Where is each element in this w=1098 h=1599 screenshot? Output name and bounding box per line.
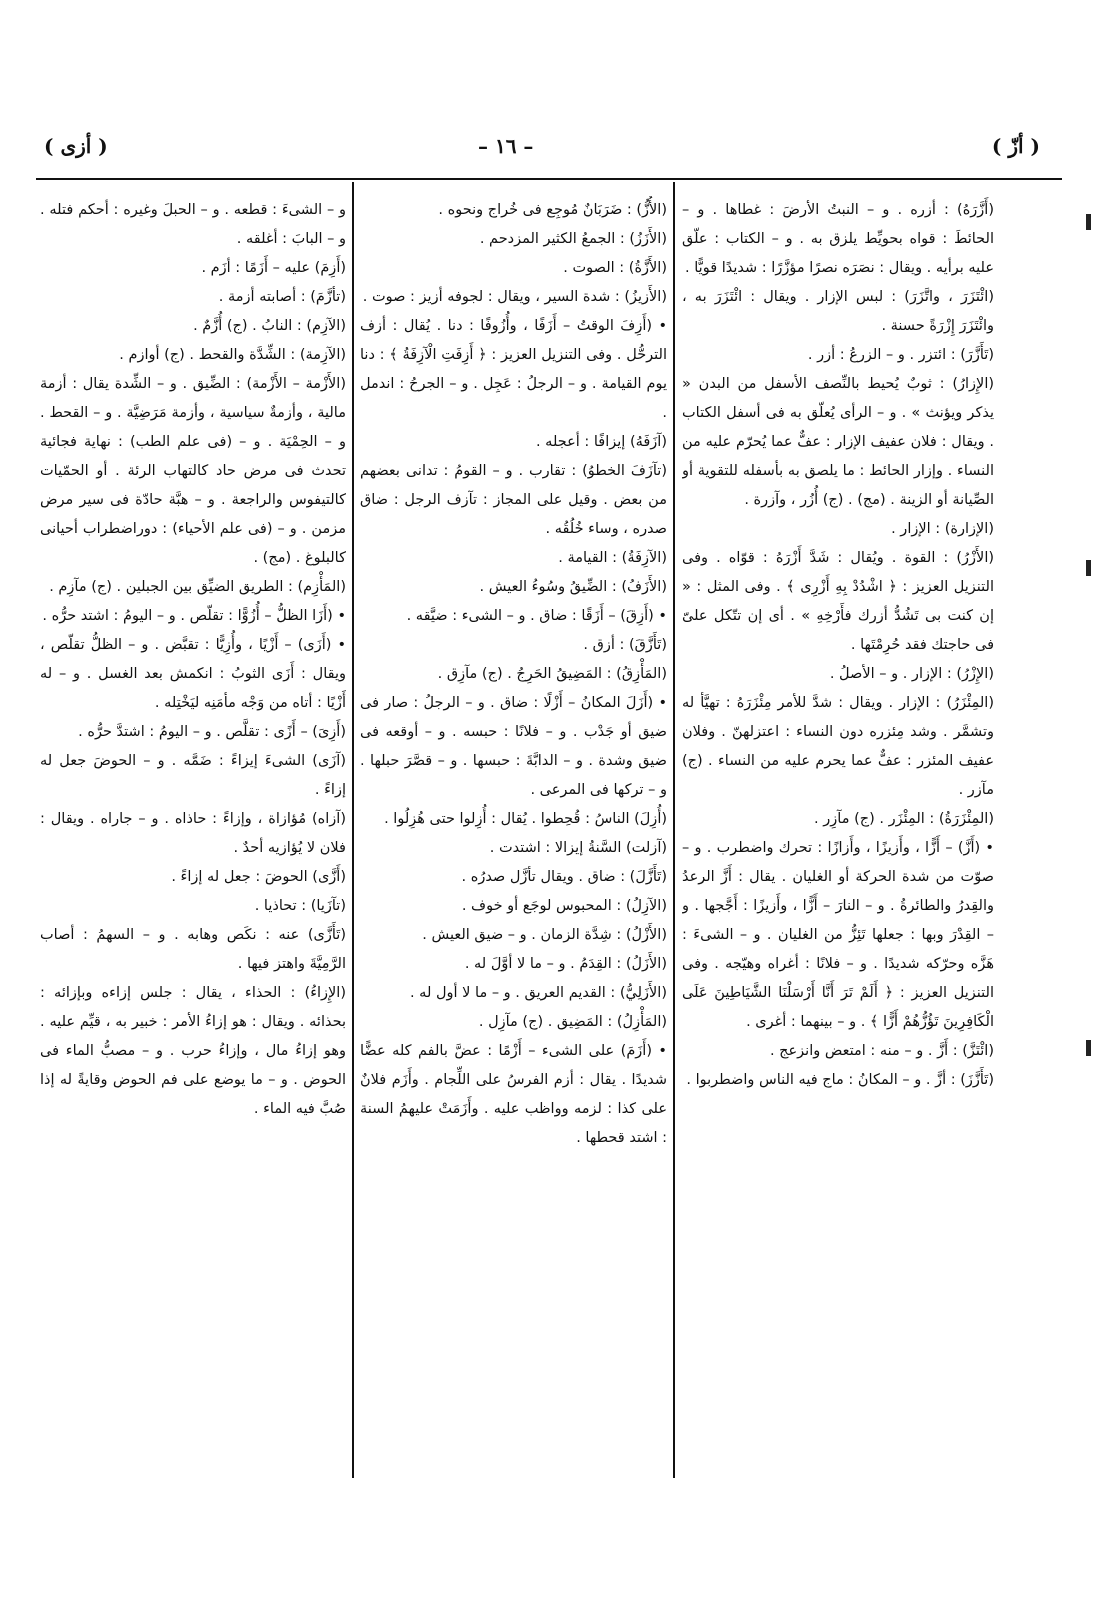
dictionary-entry: (المِئْزَرُ) : الإزار . ويقال : شدَّ للأمر مِئْزَرَهُ : تهيَّأ له وتشمَّر . وشد مِئزره دون النساء : اعتزلهنّ . وفلان عفيف المئزر : عفٌّ عما يحرم عليه من النساء . (ج) مآزر . [682, 695, 994, 798]
dictionary-entry: (تَأَزَّزَ) : أزَّ . و – المكانُ : ماج فيه الناس واضطربوا . [686, 1072, 994, 1088]
dictionary-entry: (الأَزَزُ) : الجمعُ الكثير المزدحم . [479, 231, 667, 247]
dictionary-entry: • (أَزَلَ المكانُ – أَزْلًا : ضاق . و – الرجلُ : صار فى ضيق أو جَدْب . و – فلانًا : حبسه . و – أوقعه فى ضيق وشدة . و – الدابَّةَ : حبسها . و – قصَّرَ حبلها . و – تركها فى المرعى . [360, 695, 667, 798]
edge-mark [1086, 560, 1091, 576]
dictionary-entry: (تآزَفَ الخطوُ) : تقارب . و – القومُ : تدانى بعضهم من بعض . وقيل على المجاز : تآزف الرجل : ضاق صدره ، وساء خُلُقُه . [360, 463, 667, 537]
dictionary-entry: (الإِزارُ) : ثوبٌ يُحيط بالنِّصف الأسفل من البدن « يذكر ويؤنث » . و – الرأى يُعلّق به فى أسفل الكتاب . ويقال : فلان عفيف الإزار : عفٌّ عما يُحرّم عليه من النساء . وإزار الحائط : ما يلصق به بأسفله للتقوية أو الصِّيانة أو الزينة . (مج) . (ج) أُزُر ، وآزرة . [682, 376, 994, 508]
dictionary-entry: • (أَزَّ) – أَزًّا ، وأَزيزًا ، وأَزازًا : تحرك واضطرب . و – صوّت من شدة الحركة أو الغليان . يقال : أَزَّ الرعدُ والقِدرُ والطائرةُ . و – النارَ – أَزًّا ، وأَزيزًا : أَجَّجها . و – القِدْرَ وبها : جعلها تَئِزُّ من الغليان . و – الشىءَ : هَزَّه وحرّكه شديدًا . و – فلانًا : أغراه وهيّجه . وفى التنزيل العزيز : ﴿ أَلَمْ تَرَ أَنَّا أَرْسَلْنَا الشَّيَاطِينَ عَلَى الْكَافِرِينَ تَؤُزُّهُمْ أَزًّا ﴾ . و – بينهما : أغرى . [682, 840, 994, 1030]
dictionary-entry: (الأَزْمة – الأَزْمة) : الضِّيق . و – الشِّدة يقال : أزمة مالية ، وأزمةٌ سياسية ، وأزمة مَرَضِيَّة . و – القحط . و – الحِمْيَة . و – (فى علم الطب) : نهاية فجائية تحدث فى مرض حاد كالتهاب الرئة . أو الحمّيات كالتيفوس والراجعة . و – هبَّة حادّة فى سير مرض مزمن . و – (فى علم الأحياء) : دوراضطراب أحيانى كالبلوغ . (مج) . [40, 376, 346, 566]
page-number: – ١٦ – [478, 134, 534, 158]
dictionary-entry: (الأَزَّةُ) : الصوت . [563, 260, 667, 276]
dictionary-entry: (ائْتَزَرَ ، واتَّزَرَ) : لبس الإزار . ويقال : ائْتَزَرَ به ، وائْتَزَرَ إِزْرَةً حسنة . [682, 289, 994, 334]
dictionary-entry: (الأُزُّ) : ضَرَبَانٌ مُوجِع فى خُراج ونحوه . [438, 202, 667, 218]
dictionary-entry: (الأَزيزُ) : شدة السير ، ويقال : لجوفه أزيز : صوت . [362, 289, 667, 305]
dictionary-entry: (المِئْزَرَةُ) : المِئْزَر . (ج) مآزِر . [814, 811, 994, 827]
dictionary-entry: • (أَزَمَ) على الشىء – أَزْمًا : عضَّ بالفم كله عضًّا شديدًا . يقال : أزم الفرسُ على اللِّجام . وأَزَم فلانٌ على كذا : لزمه وواظب عليه . وأَزَمَتْ عليهمُ السنة : اشتد قحطها . [360, 1043, 667, 1146]
dictionary-entry: (آزَى) الشىءَ إيزاءً : ضَمَّه . و – الحوضَ جعل له إزاءً . [40, 753, 346, 798]
dictionary-entry: (الآزِفَةُ) : القيامة . [558, 550, 667, 566]
column-right [682, 196, 994, 1486]
dictionary-entry: (تَأَزَّرَ) : ائتزر . و – الزرعُ : أزر . [807, 347, 994, 363]
column-left [40, 196, 346, 1486]
dictionary-entry: (الأَزْلُ) : شِدَّة الزمان . و – ضيق العيش . [422, 927, 667, 943]
edge-mark [1086, 1040, 1091, 1056]
dictionary-entry: (الآزِلُ) : المحبوس لوجَع أو خوف . [461, 898, 667, 914]
dictionary-entry: و – الشىءَ : قطعه . و – الحبلَ وغيره : أحكم فتله . و – البابَ : أغلقه . [40, 202, 346, 247]
dictionary-entry: • (أَزَى) – أَزْيًا ، وأُزِيًّا : تقبَّض . و – الظلُّ تقلّص ، ويقال : أَزَى الثوبُ : انكمش بعد الغسل . و – له أَزْيًا : أتاه من وَجْه مأمَنِه ليَخْتِله . [40, 637, 346, 711]
header-rule [36, 178, 1062, 180]
dictionary-entry: (تَأَزَّقَ) : أزق . [583, 637, 667, 653]
dictionary-entry: (تأزَّمَ) : أصابته أزمة . [218, 289, 346, 305]
dictionary-entry: (تآزَيا) : تحاذيا . [254, 898, 346, 914]
edge-mark [1086, 214, 1091, 230]
dictionary-entry: (الإِزْرُ) : الإزار . و – الأصلُ . [829, 666, 994, 682]
header-left-keyword: ( أزى ) [44, 134, 108, 158]
dictionary-entry: (أَزَّى) الحوضَ : جعل له إزاءً . [171, 869, 346, 885]
dictionary-entry: (الآزِمة) : الشِّدَّة والقحط . (ج) أوازم . [119, 347, 346, 363]
dictionary-entry: (الآزِم) : النابُ . (ج) أُزَّمٌ . [193, 318, 346, 334]
dictionary-entry: (آزلت) السَّنةُ إيزالا : اشتدت . [489, 840, 667, 856]
dictionary-entry: (الأَزَلِيُّ) : القديم العريق . و – ما لا أول له . [409, 985, 667, 1001]
dictionary-entry: (المَأْزِم) : الطريق الضيِّق بين الجبلين . (ج) مآزِم . [49, 579, 346, 595]
dictionary-entry: (آزَفَهُ) إيزافًا : أعجله . [535, 434, 667, 450]
dictionary-entry: (أَزَّرَهُ) : أزره . و – النبتُ الأرضَ : غطاها . و – الحائطَ : قواه بحويِّط يلزق به . و – الكتاب : علّق عليه برأيه . ويقال : نصَرَه نصرًا مؤزَّرًا : شديدًا قويًّا . [682, 202, 994, 276]
dictionary-entry: (الإزارة) : الإزار . [891, 521, 994, 537]
dictionary-entry: (ائْتَزَّ) : أَزَّ . و – منه : امتعض وانزعج . [769, 1043, 994, 1059]
column-divider-right [673, 182, 675, 1478]
dictionary-entry: • (أَزِقَ) – أَزَقًا : ضاق . و – الشىء : ضيَّقه . [406, 608, 667, 624]
dictionary-entry: (الأَزَلُ) : القِدَمُ . و – ما لا أوَّلَ له . [464, 956, 667, 972]
dictionary-entry: • (أَزِفَ الوقتُ – أَزَفًا ، وأُزُوفًا : دنا . يُقال : أزف الترحُّل . وفى التنزيل العزيز : ﴿ أَزِفَتِ الْآزِفَةُ ﴾ : دنا يوم القيامة . و – الرجلُ : عَجِل . و – الجرحُ : اندمل . [360, 318, 667, 421]
dictionary-entry: (آزاه) مُؤازاة ، وإزاءً : حاذاه . و – جاراه . ويقال : فلان لا يُؤازيه أحدٌ . [40, 811, 346, 856]
dictionary-entry: (أُزِلَ) الناسُ : قُحِطوا . يُقال : أُزِلوا حتى هُزِلُوا . [384, 811, 667, 827]
dictionary-entry: (الأَزْرُ) : القوة . ويُقال : شَدَّ أَزْرَهُ : قوّاه . وفى التنزيل العزيز : ﴿ اشْدُدْ بِهِ أَزْرِى ﴾ . وفى المثل : « إن كنت بى تَشُدُّ أزرك فأَرْخِهِ » . أى إن تتّكل علىّ فى حاجتك فقد حُرِمْتَها . [682, 550, 994, 653]
column-middle [360, 196, 667, 1486]
dictionary-entry: • (أَزَا الظلُّ – أُزُوًّا : تقلّص . و – اليومُ : اشتد حرُّه . [42, 608, 346, 624]
dictionary-entry: (المَأْزِقُ) : المَضِيقُ الحَرِجُ . (ج) مآزِق . [437, 666, 667, 682]
dictionary-entry: (أَزِىَ) – أَزًى : تقلَّص . و – اليومُ : اشتدَّ حرُّه . [78, 724, 346, 740]
column-divider-left [352, 182, 354, 1478]
dictionary-entry: (تَأَزَّى) عنه : نكَص وهابه . و – السهمُ : أصاب الرَّمِيَّةَ واهتز فيها . [40, 927, 346, 972]
dictionary-entry: (أَزِمَ) عليه – أَزَمًا : أزَم . [201, 260, 346, 276]
header-right-keyword: ( أزّ ) [991, 134, 1040, 158]
dictionary-entry: (تَأَزَّلَ) : ضاق . ويقال تأزَّل صدرُه . [461, 869, 667, 885]
dictionary-entry: (المَأْزِلُ) : المَضِيق . (ج) مآزِل . [478, 1014, 667, 1030]
dictionary-entry: (الإِزاءُ) : الحذاء ، يقال : جلس إزاءه وبإزائه : بحذائه . ويقال : هو إزاءُ الأمر : خبير به ، قيِّم عليه . وهو إزاءُ مال ، وإزاءُ حرب . و – مصبُّ الماء فى الحوض . و – ما يوضع على فم الحوض وقايةً له إذا صُبَّ فيه الماء . [40, 985, 346, 1117]
dictionary-entry: (الأَزَفُ) : الضِّيقُ وسُوءُ العيش . [479, 579, 667, 595]
